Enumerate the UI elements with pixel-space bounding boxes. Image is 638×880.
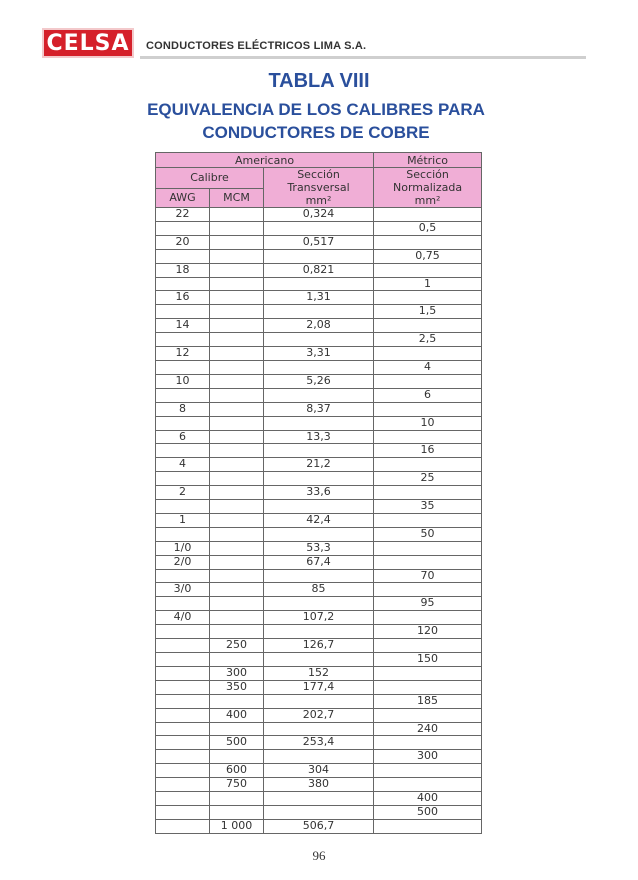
cell-awg	[156, 819, 210, 833]
cell-mcm	[210, 694, 264, 708]
cell-norm: 50	[374, 527, 482, 541]
cell-mcm	[210, 333, 264, 347]
header-seccion-transversal	[264, 168, 374, 208]
cell-sec: 3,31	[264, 347, 374, 361]
cell-norm	[374, 778, 482, 792]
table-row	[156, 500, 482, 514]
cell-awg	[156, 653, 210, 667]
seccion-line-2: Transversal	[287, 181, 350, 194]
table-row	[156, 792, 482, 806]
cell-sec: 33,6	[264, 486, 374, 500]
table-row	[156, 221, 482, 235]
cell-norm	[374, 430, 482, 444]
cell-sec	[264, 416, 374, 430]
cell-awg: 16	[156, 291, 210, 305]
cell-sec	[264, 805, 374, 819]
cell-sec	[264, 360, 374, 374]
cell-mcm	[210, 388, 264, 402]
cell-norm	[374, 583, 482, 597]
cell-sec	[264, 792, 374, 806]
cell-sec: 0,517	[264, 235, 374, 249]
cell-norm	[374, 819, 482, 833]
cell-norm: 400	[374, 792, 482, 806]
page-number: 96	[312, 848, 326, 863]
cell-sec	[264, 750, 374, 764]
cell-norm	[374, 263, 482, 277]
cell-awg	[156, 360, 210, 374]
table-title: TABLA VIII	[268, 70, 370, 92]
cell-norm	[374, 319, 482, 333]
cell-mcm	[210, 472, 264, 486]
cell-norm	[374, 708, 482, 722]
cell-mcm	[210, 249, 264, 263]
cell-sec	[264, 277, 374, 291]
cell-sec	[264, 388, 374, 402]
table-row	[156, 694, 482, 708]
cell-sec: 177,4	[264, 680, 374, 694]
cell-norm: 1	[374, 277, 482, 291]
cell-awg: 2/0	[156, 555, 210, 569]
cell-sec: 21,2	[264, 458, 374, 472]
table-row	[156, 360, 482, 374]
cell-sec	[264, 444, 374, 458]
cell-mcm	[210, 653, 264, 667]
cell-sec	[264, 305, 374, 319]
cell-sec: 304	[264, 764, 374, 778]
table-row	[156, 263, 482, 277]
cell-norm: 25	[374, 472, 482, 486]
table-row	[156, 597, 482, 611]
cell-sec: 1,31	[264, 291, 374, 305]
cell-awg	[156, 778, 210, 792]
cell-sec	[264, 249, 374, 263]
subtitle-line-2: CONDUCTORES DE COBRE	[202, 123, 430, 142]
cell-mcm	[210, 805, 264, 819]
cell-awg	[156, 500, 210, 514]
cell-sec: 53,3	[264, 541, 374, 555]
cell-sec: 380	[264, 778, 374, 792]
cell-mcm	[210, 416, 264, 430]
cell-mcm	[210, 625, 264, 639]
table-row	[156, 736, 482, 750]
cell-mcm	[210, 305, 264, 319]
cell-awg	[156, 221, 210, 235]
cell-norm	[374, 611, 482, 625]
cell-sec: 107,2	[264, 611, 374, 625]
table-row	[156, 444, 482, 458]
cell-mcm	[210, 221, 264, 235]
cell-mcm	[210, 569, 264, 583]
table-row	[156, 764, 482, 778]
header-calibre: Calibre	[156, 168, 264, 189]
cell-sec	[264, 221, 374, 235]
cell-mcm	[210, 597, 264, 611]
table-row	[156, 277, 482, 291]
cell-sec	[264, 694, 374, 708]
cell-mcm	[210, 541, 264, 555]
table-row	[156, 402, 482, 416]
cell-awg	[156, 444, 210, 458]
cell-norm	[374, 736, 482, 750]
cell-awg: 8	[156, 402, 210, 416]
cell-mcm	[210, 235, 264, 249]
cell-norm	[374, 541, 482, 555]
table-row	[156, 666, 482, 680]
table-row	[156, 430, 482, 444]
cell-mcm: 400	[210, 708, 264, 722]
table-row	[156, 319, 482, 333]
table-row	[156, 235, 482, 249]
cell-mcm	[210, 402, 264, 416]
table-row	[156, 374, 482, 388]
cell-sec: 42,4	[264, 513, 374, 527]
cell-sec: 0,821	[264, 263, 374, 277]
cell-norm	[374, 347, 482, 361]
cell-sec: 5,26	[264, 374, 374, 388]
cell-mcm	[210, 347, 264, 361]
cell-sec: 67,4	[264, 555, 374, 569]
table-row	[156, 291, 482, 305]
header-divider	[140, 56, 586, 59]
table-row	[156, 388, 482, 402]
table-row	[156, 513, 482, 527]
table-subtitle	[146, 98, 486, 144]
cell-awg	[156, 597, 210, 611]
seccion-line-1: Sección	[297, 168, 340, 181]
cell-mcm	[210, 722, 264, 736]
cell-awg	[156, 805, 210, 819]
cell-sec: 8,37	[264, 402, 374, 416]
cell-awg: 12	[156, 347, 210, 361]
table-body	[156, 208, 482, 834]
cell-sec	[264, 500, 374, 514]
cell-mcm	[210, 527, 264, 541]
header-metrico: Métrico	[374, 153, 482, 168]
table-row	[156, 680, 482, 694]
cell-sec: 152	[264, 666, 374, 680]
cell-awg	[156, 792, 210, 806]
cell-sec: 253,4	[264, 736, 374, 750]
cell-sec: 13,3	[264, 430, 374, 444]
cell-awg	[156, 388, 210, 402]
table-row	[156, 583, 482, 597]
cell-sec: 85	[264, 583, 374, 597]
table-row	[156, 653, 482, 667]
cell-norm: 0,5	[374, 221, 482, 235]
cell-awg	[156, 249, 210, 263]
norm-line-1: Sección	[406, 168, 449, 181]
table-row	[156, 472, 482, 486]
cell-awg	[156, 736, 210, 750]
cell-mcm	[210, 277, 264, 291]
table-row	[156, 416, 482, 430]
cell-norm: 0,75	[374, 249, 482, 263]
cell-mcm	[210, 792, 264, 806]
cell-norm: 6	[374, 388, 482, 402]
cell-sec: 506,7	[264, 819, 374, 833]
cell-mcm	[210, 374, 264, 388]
table-row	[156, 708, 482, 722]
cell-norm: 10	[374, 416, 482, 430]
table-row	[156, 333, 482, 347]
cell-mcm: 250	[210, 639, 264, 653]
table-row	[156, 639, 482, 653]
cell-sec	[264, 625, 374, 639]
header-seccion-normalizada	[374, 168, 482, 208]
cell-sec: 202,7	[264, 708, 374, 722]
cell-awg	[156, 750, 210, 764]
cell-norm: 1,5	[374, 305, 482, 319]
cell-awg	[156, 472, 210, 486]
table-row	[156, 541, 482, 555]
cell-norm	[374, 402, 482, 416]
subtitle-line-1: EQUIVALENCIA DE LOS CALIBRES PARA	[147, 100, 485, 119]
cell-awg: 20	[156, 235, 210, 249]
table-row	[156, 722, 482, 736]
table-row	[156, 555, 482, 569]
cell-mcm: 350	[210, 680, 264, 694]
cell-norm: 240	[374, 722, 482, 736]
cell-norm: 95	[374, 597, 482, 611]
cell-norm: 4	[374, 360, 482, 374]
cell-norm: 120	[374, 625, 482, 639]
table-row	[156, 625, 482, 639]
cell-awg	[156, 708, 210, 722]
cell-awg	[156, 694, 210, 708]
norm-line-2: Normalizada	[392, 181, 463, 194]
cell-norm: 2,5	[374, 333, 482, 347]
cell-awg	[156, 625, 210, 639]
table-row	[156, 778, 482, 792]
cell-norm	[374, 555, 482, 569]
cell-mcm: 500	[210, 736, 264, 750]
cell-awg	[156, 333, 210, 347]
cell-mcm	[210, 750, 264, 764]
table-row	[156, 458, 482, 472]
table-row	[156, 249, 482, 263]
celsa-logo: CELSA	[42, 28, 134, 58]
cell-mcm	[210, 319, 264, 333]
cell-norm: 300	[374, 750, 482, 764]
equivalence-table	[155, 152, 482, 834]
cell-mcm: 1 000	[210, 819, 264, 833]
cell-awg: 10	[156, 374, 210, 388]
cell-mcm	[210, 291, 264, 305]
cell-awg	[156, 639, 210, 653]
cell-mcm	[210, 611, 264, 625]
cell-mcm: 600	[210, 764, 264, 778]
table-row	[156, 347, 482, 361]
table-row	[156, 208, 482, 222]
cell-mcm	[210, 555, 264, 569]
cell-norm: 35	[374, 500, 482, 514]
cell-awg	[156, 680, 210, 694]
cell-norm	[374, 639, 482, 653]
cell-norm	[374, 513, 482, 527]
cell-norm: 185	[374, 694, 482, 708]
company-name: CONDUCTORES ELÉCTRICOS LIMA S.A.	[146, 40, 367, 52]
table-row	[156, 305, 482, 319]
cell-mcm	[210, 500, 264, 514]
cell-mcm	[210, 444, 264, 458]
cell-sec	[264, 597, 374, 611]
cell-norm	[374, 374, 482, 388]
cell-sec	[264, 527, 374, 541]
cell-awg: 3/0	[156, 583, 210, 597]
table-row	[156, 611, 482, 625]
header-mcm: MCM	[210, 188, 264, 207]
cell-mcm: 300	[210, 666, 264, 680]
cell-norm: 16	[374, 444, 482, 458]
cell-norm	[374, 666, 482, 680]
cell-sec	[264, 569, 374, 583]
cell-norm: 150	[374, 653, 482, 667]
cell-norm	[374, 235, 482, 249]
header-awg: AWG	[156, 188, 210, 207]
cell-sec: 0,324	[264, 208, 374, 222]
cell-sec	[264, 472, 374, 486]
cell-awg	[156, 722, 210, 736]
table-row	[156, 569, 482, 583]
cell-sec	[264, 333, 374, 347]
norm-unit: mm²	[414, 194, 441, 207]
header-americano: Americano	[156, 153, 374, 168]
cell-awg: 18	[156, 263, 210, 277]
cell-mcm	[210, 430, 264, 444]
cell-sec	[264, 653, 374, 667]
cell-mcm	[210, 263, 264, 277]
cell-mcm	[210, 360, 264, 374]
cell-awg: 1/0	[156, 541, 210, 555]
cell-mcm	[210, 583, 264, 597]
cell-norm	[374, 208, 482, 222]
table-row	[156, 819, 482, 833]
cell-awg	[156, 569, 210, 583]
cell-norm	[374, 291, 482, 305]
table-row	[156, 805, 482, 819]
cell-sec: 2,08	[264, 319, 374, 333]
cell-sec: 126,7	[264, 639, 374, 653]
cell-norm	[374, 458, 482, 472]
cell-awg: 4	[156, 458, 210, 472]
cell-sec	[264, 722, 374, 736]
cell-awg	[156, 416, 210, 430]
cell-awg: 4/0	[156, 611, 210, 625]
table-row	[156, 527, 482, 541]
cell-awg: 22	[156, 208, 210, 222]
cell-awg	[156, 527, 210, 541]
cell-mcm	[210, 458, 264, 472]
cell-norm: 500	[374, 805, 482, 819]
cell-mcm	[210, 486, 264, 500]
cell-norm	[374, 680, 482, 694]
seccion-unit: mm²	[305, 194, 332, 207]
cell-awg: 6	[156, 430, 210, 444]
cell-norm: 70	[374, 569, 482, 583]
cell-awg: 2	[156, 486, 210, 500]
cell-mcm	[210, 208, 264, 222]
cell-awg	[156, 305, 210, 319]
cell-awg	[156, 666, 210, 680]
table-row	[156, 486, 482, 500]
cell-norm	[374, 764, 482, 778]
cell-awg: 1	[156, 513, 210, 527]
cell-mcm	[210, 513, 264, 527]
cell-awg	[156, 764, 210, 778]
cell-awg	[156, 277, 210, 291]
cell-awg: 14	[156, 319, 210, 333]
cell-mcm: 750	[210, 778, 264, 792]
cell-norm	[374, 486, 482, 500]
table-row	[156, 750, 482, 764]
